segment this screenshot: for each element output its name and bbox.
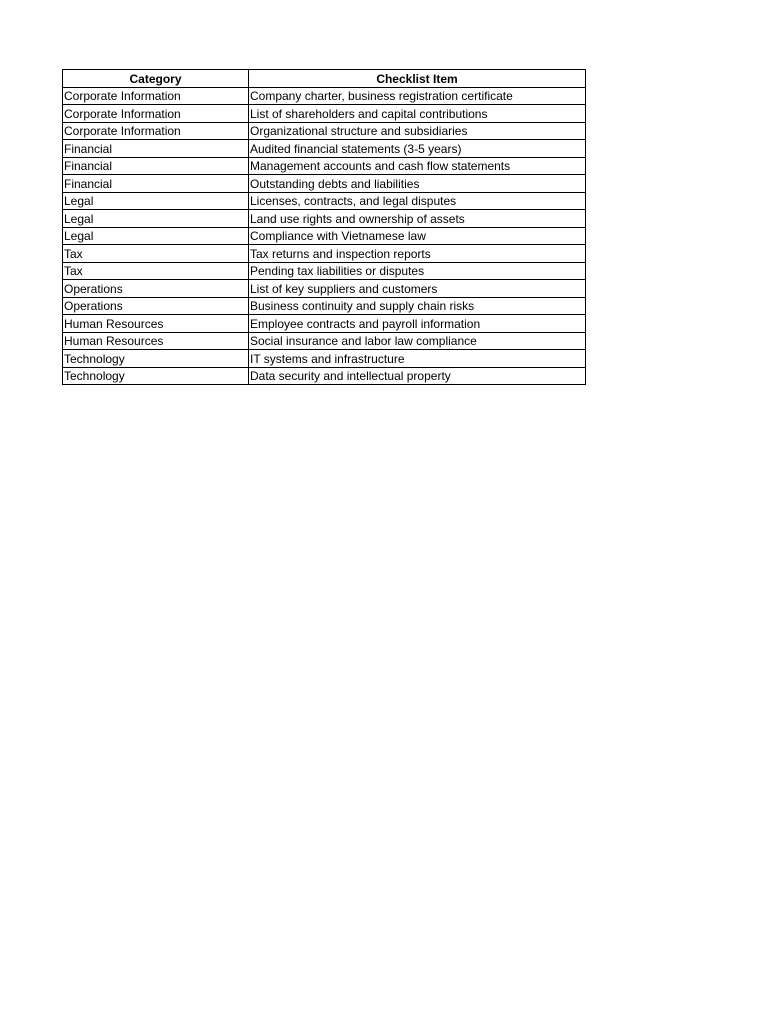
category-cell: Human Resources — [63, 315, 249, 333]
table-row — [63, 87, 586, 105]
table-row — [63, 367, 586, 385]
checklist-item-cell: Social insurance and labor law compliance — [249, 332, 586, 350]
checklist-item-cell: Organizational structure and subsidiaries — [249, 122, 586, 140]
table-row — [63, 227, 586, 245]
table-row — [63, 350, 586, 368]
category-cell: Financial — [63, 157, 249, 175]
table-row — [63, 105, 586, 123]
category-cell: Operations — [63, 297, 249, 315]
checklist-item-cell: IT systems and infrastructure — [249, 350, 586, 368]
table-row — [63, 175, 586, 193]
header-row — [63, 70, 586, 88]
category-cell: Financial — [63, 175, 249, 193]
table-row — [63, 262, 586, 280]
checklist-item-cell: Management accounts and cash flow statements — [249, 157, 586, 175]
table-row — [63, 315, 586, 333]
checklist-item-cell: Compliance with Vietnamese law — [249, 227, 586, 245]
checklist-item-cell: Tax returns and inspection reports — [249, 245, 586, 263]
table-row — [63, 297, 586, 315]
header-checklist-item: Checklist Item — [249, 70, 586, 88]
category-cell: Technology — [63, 367, 249, 385]
spreadsheet-page — [62, 69, 586, 385]
category-cell: Legal — [63, 192, 249, 210]
table-row — [63, 210, 586, 228]
category-cell: Legal — [63, 210, 249, 228]
due-diligence-checklist-table — [62, 69, 586, 385]
table-row — [63, 332, 586, 350]
category-cell: Tax — [63, 245, 249, 263]
checklist-item-cell: Licenses, contracts, and legal disputes — [249, 192, 586, 210]
checklist-item-cell: Outstanding debts and liabilities — [249, 175, 586, 193]
category-cell: Corporate Information — [63, 105, 249, 123]
table-row — [63, 280, 586, 298]
table-row — [63, 192, 586, 210]
checklist-item-cell: Employee contracts and payroll information — [249, 315, 586, 333]
table-row — [63, 157, 586, 175]
table-row — [63, 122, 586, 140]
checklist-item-cell: Data security and intellectual property — [249, 367, 586, 385]
table-row — [63, 140, 586, 158]
category-cell: Tax — [63, 262, 249, 280]
header-category: Category — [63, 70, 249, 88]
checklist-item-cell: Company charter, business registration certificate — [249, 87, 586, 105]
table-row — [63, 245, 586, 263]
checklist-item-cell: Business continuity and supply chain risks — [249, 297, 586, 315]
checklist-item-cell: Pending tax liabilities or disputes — [249, 262, 586, 280]
category-cell: Legal — [63, 227, 249, 245]
checklist-item-cell: List of shareholders and capital contributions — [249, 105, 586, 123]
category-cell: Financial — [63, 140, 249, 158]
category-cell: Technology — [63, 350, 249, 368]
category-cell: Human Resources — [63, 332, 249, 350]
checklist-item-cell: Audited financial statements (3-5 years) — [249, 140, 586, 158]
category-cell: Corporate Information — [63, 122, 249, 140]
checklist-item-cell: Land use rights and ownership of assets — [249, 210, 586, 228]
category-cell: Operations — [63, 280, 249, 298]
category-cell: Corporate Information — [63, 87, 249, 105]
checklist-item-cell: List of key suppliers and customers — [249, 280, 586, 298]
